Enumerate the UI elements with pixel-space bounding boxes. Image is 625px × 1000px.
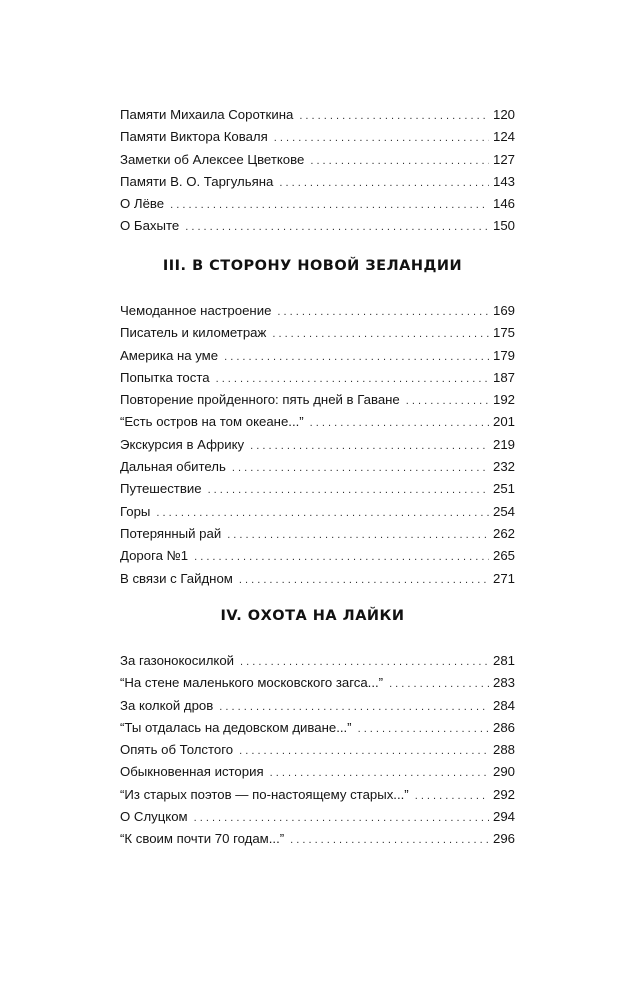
dot-leader (194, 807, 489, 829)
toc-entry-title: Заметки об Алексее Цветкове (120, 151, 305, 167)
toc-entry (120, 545, 515, 567)
toc-entry-title: О Бахыте (120, 218, 180, 234)
toc-entry (120, 345, 515, 367)
toc-entry-title: Горы (120, 503, 151, 519)
toc-entry (120, 149, 515, 171)
dot-leader (156, 502, 489, 524)
toc-entry (120, 784, 515, 806)
toc-entry-title: В связи с Гайдном (120, 570, 233, 586)
toc-entry (120, 650, 515, 672)
dot-leader (299, 105, 489, 127)
toc-entry-title: “Из старых поэтов — по-настоящему старых...” (120, 786, 409, 802)
toc-entry-page: 290 (492, 764, 515, 780)
dot-leader (240, 651, 489, 673)
toc-entry (120, 501, 515, 523)
toc-entry-page: 179 (492, 347, 515, 363)
dot-leader (232, 457, 489, 479)
dot-leader (415, 785, 489, 807)
toc-entry-page: 283 (492, 675, 515, 691)
toc-entry-page: 271 (492, 570, 515, 586)
toc-entry-title: Америка на уме (120, 347, 219, 363)
toc-entry-page: 192 (492, 392, 515, 408)
toc-entry-page: 284 (492, 697, 515, 713)
dot-leader (194, 546, 489, 568)
toc-entry-page: 124 (492, 129, 515, 145)
dot-leader (277, 301, 489, 323)
toc-entry-title: Памяти Михаила Сороткина (120, 107, 294, 122)
toc-entry-title: Обыкновенная история (120, 764, 264, 780)
dot-leader (279, 172, 489, 194)
toc-entry-title: О Лёве (120, 196, 165, 212)
toc-entry (120, 761, 515, 783)
dot-leader (274, 127, 489, 149)
toc-entry (120, 322, 515, 344)
toc-entry (120, 193, 515, 215)
dot-leader (272, 323, 489, 345)
toc-entry-page: 286 (492, 719, 515, 735)
toc-entry-page: 281 (492, 653, 515, 668)
toc-entry (120, 300, 515, 322)
toc-entry-page: 150 (492, 218, 515, 234)
toc-entry (120, 104, 515, 126)
dot-leader (219, 696, 489, 718)
dot-leader (227, 524, 489, 546)
toc-entry (120, 389, 515, 411)
toc-entry-title: “Есть остров на том океане...” (120, 414, 304, 430)
dot-leader (185, 216, 489, 238)
toc-entry-page: 254 (492, 503, 515, 519)
section-heading-3: III. В СТОРОНУ НОВОЙ ЗЕЛАНДИИ (162, 258, 463, 274)
toc-entry-title: Попытка тоста (120, 369, 210, 385)
dot-leader (358, 718, 489, 740)
toc-section-4-entries (120, 650, 515, 851)
toc-entry-page: 296 (492, 831, 515, 847)
toc-entry-title: “К своим почти 70 годам...” (120, 831, 285, 847)
toc-entry-page: 232 (492, 459, 515, 475)
toc-entry (120, 568, 515, 590)
toc-entry (120, 672, 515, 694)
toc-entry (120, 171, 515, 193)
toc-entry-title: Чемоданное настроение (120, 303, 272, 318)
toc-entry (120, 456, 515, 478)
toc-entry-page: 120 (492, 107, 515, 122)
dot-leader (224, 346, 489, 368)
toc-entry (120, 828, 515, 850)
toc-entry-title: О Слуцком (120, 809, 188, 825)
dot-leader (170, 194, 489, 216)
section-heading-4: IV. ОХОТА НА ЛАЙКИ (220, 608, 405, 624)
toc-entry-page: 127 (492, 151, 515, 167)
toc-entry-title: Опять об Толстого (120, 742, 234, 758)
toc-entry-page: 262 (492, 525, 515, 541)
toc-entry-title: Дорога №1 (120, 548, 189, 564)
toc-entry-title: Повторение пройденного: пять дней в Гаване (120, 392, 400, 408)
toc-entry-page: 265 (492, 548, 515, 564)
toc-entry-page: 294 (492, 809, 515, 825)
toc-entry-page: 143 (492, 173, 515, 189)
toc-entry (120, 126, 515, 148)
toc-entry-title: За колкой дров (120, 697, 214, 713)
dot-leader (310, 412, 489, 434)
toc-entry-page: 187 (492, 369, 515, 385)
toc-entry-page: 251 (492, 481, 515, 497)
toc-entry-page: 146 (492, 196, 515, 212)
dot-leader (239, 740, 489, 762)
toc-entry-page: 292 (492, 786, 515, 802)
toc-entry (120, 739, 515, 761)
toc-entry-title: Памяти Виктора Коваля (120, 129, 268, 145)
dot-leader (239, 569, 489, 591)
toc-entry-page: 169 (492, 303, 515, 318)
toc-entry (120, 717, 515, 739)
toc-entry (120, 695, 515, 717)
dot-leader (270, 762, 489, 784)
toc-entry-page: 175 (492, 325, 515, 341)
dot-leader (208, 479, 489, 501)
dot-leader (310, 150, 489, 172)
toc-entry-title: Памяти В. О. Таргульяна (120, 173, 274, 189)
toc-entry (120, 478, 515, 500)
toc-entry-title: Потерянный рай (120, 525, 222, 541)
toc-entry-page: 219 (492, 436, 515, 452)
toc-entry (120, 523, 515, 545)
toc-entry-title: “Ты отдалась на дедовском диване...” (120, 719, 352, 735)
dot-leader (290, 829, 489, 851)
toc-section-2-entries (120, 104, 515, 238)
toc-entry (120, 434, 515, 456)
toc-entry-page: 201 (492, 414, 515, 430)
dot-leader (406, 390, 489, 412)
dot-leader (250, 435, 489, 457)
toc-entry-title: За газонокосилкой (120, 653, 235, 668)
toc-entry-title: Писатель и километраж (120, 325, 267, 341)
toc-entry (120, 411, 515, 433)
toc-entry-title: Экскурсия в Африку (120, 436, 245, 452)
toc-section-3-entries (120, 300, 515, 590)
dot-leader (389, 673, 489, 695)
toc-entry (120, 215, 515, 237)
toc-entry-title: “На стене маленького московского загса...” (120, 675, 384, 691)
toc-entry-title: Путешествие (120, 481, 202, 497)
dot-leader (216, 368, 489, 390)
toc-entry-page: 288 (492, 742, 515, 758)
toc-entry (120, 806, 515, 828)
toc-entry-title: Дальная обитель (120, 459, 226, 475)
toc-entry (120, 367, 515, 389)
